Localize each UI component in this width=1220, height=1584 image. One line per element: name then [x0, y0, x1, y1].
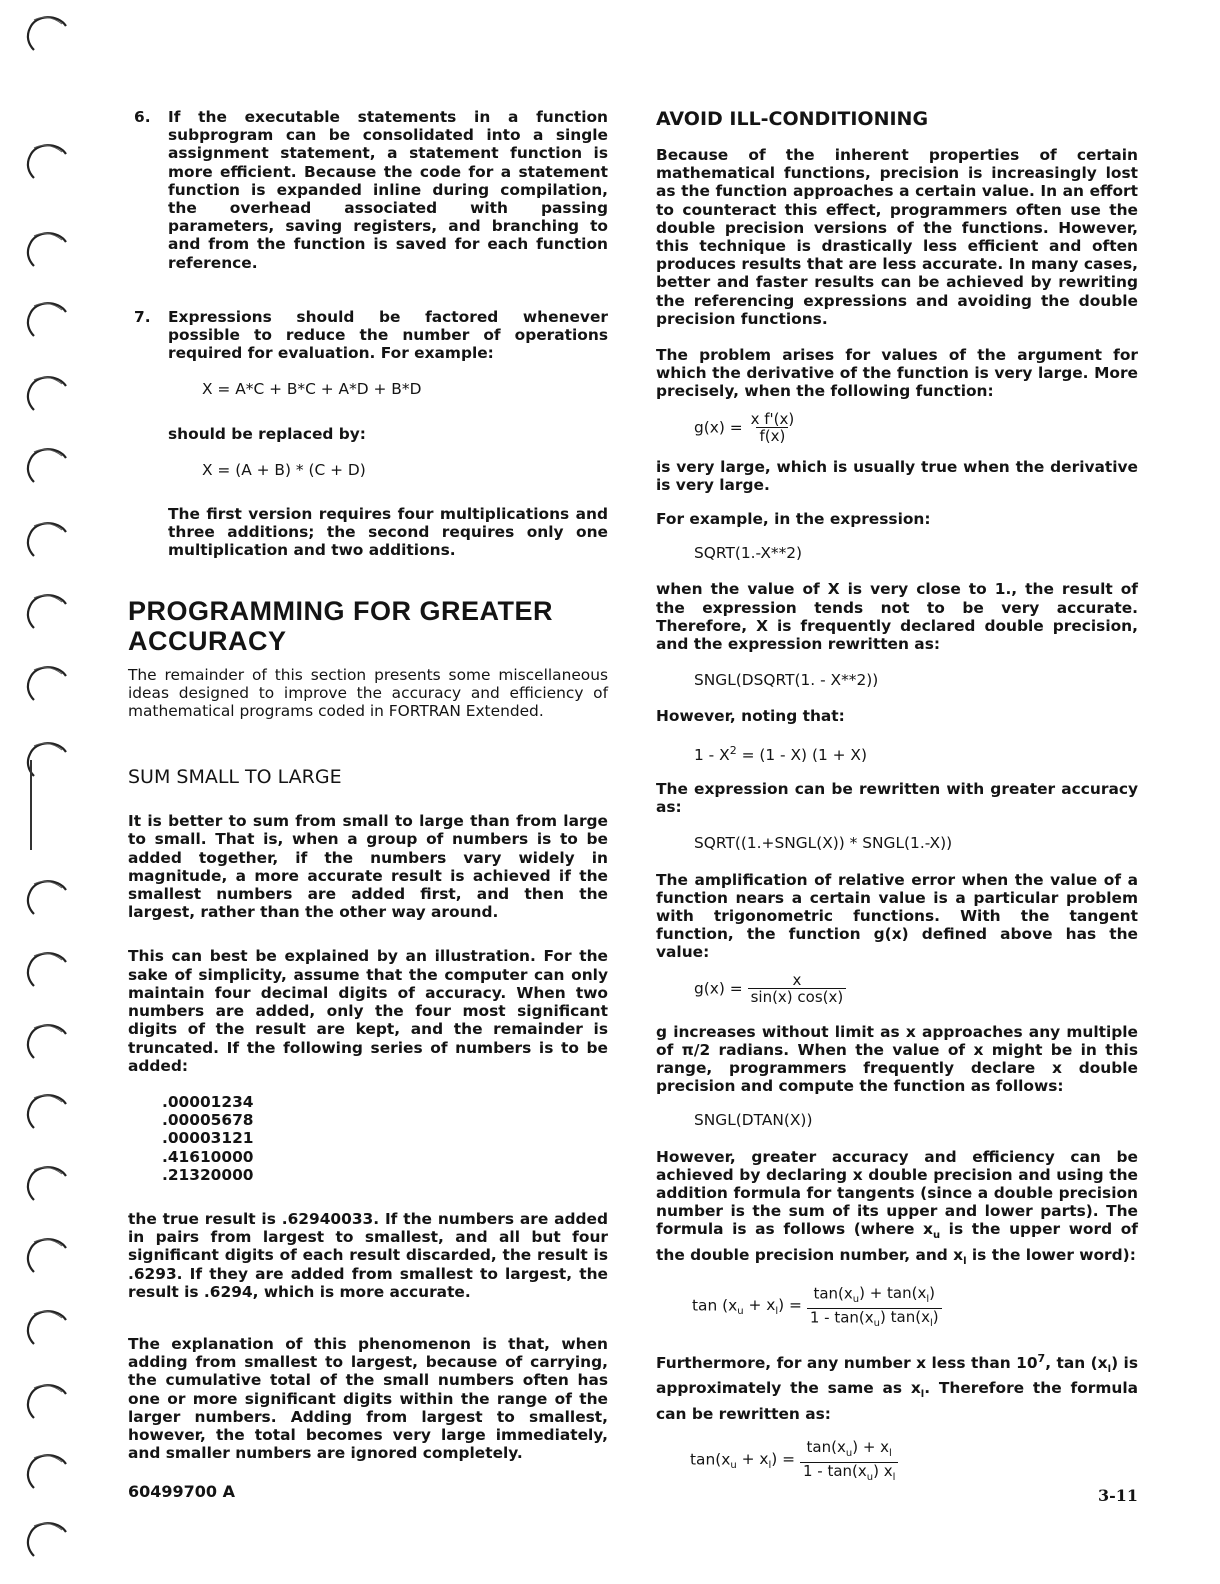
equation-lhs: $\tan(x_u + x_l)$ = — [690, 1449, 796, 1471]
subscript: u — [932, 1230, 941, 1242]
code-dtan: SNGL(DTAN(X)) — [694, 1111, 813, 1130]
number-series — [162, 1093, 608, 1184]
numerator: $\tan(x_u) + \tan(x_l)$ — [813, 1284, 935, 1306]
left-column — [128, 108, 608, 1462]
subheading-avoid-ill-conditioning: AVOID ILL-CONDITIONING — [656, 108, 929, 130]
list-number: 6. — [134, 108, 151, 126]
list-item-7 — [128, 308, 608, 560]
code-example-2: X = (A + B) * (C + D) — [202, 460, 366, 479]
paragraph: The expression can be rewritten with greater accuracy as: — [656, 780, 1138, 817]
text-run: is the upper word of the double precision number, and x — [656, 1220, 1138, 1264]
list-text: Expressions should be factored whenever possible to reduce the number of operations required for evaluation. For example: — [168, 307, 608, 363]
text-run: , tan (x — [1045, 1354, 1108, 1373]
numerator: x — [792, 970, 802, 989]
paragraph: For example, in the expression: — [656, 510, 931, 529]
binder-hole — [22, 1162, 68, 1202]
paragraph: However, noting that: — [656, 707, 845, 726]
binder-hole — [22, 1234, 68, 1274]
fraction — [748, 411, 798, 444]
exponent: 7 — [1037, 1352, 1046, 1366]
binder-hole — [22, 662, 68, 702]
exponent: 2 — [729, 743, 737, 757]
comparison-note: The first version requires four multiplications and three additions; the second requires only one multiplication and two additions. — [168, 505, 608, 560]
paragraph: It is better to sum from small to large than from large to small. That is, when a group of numbers is to be added together, if the numbers vary widely in magnitude, a more accurate result is achieved if the smallest numbers are added first, and then the largest, rather than the other way around. — [128, 812, 608, 922]
paragraph: when the value of X is very close to 1., the result of the expression tends not to be very accurate. Therefore, X is frequently declared double precision, and the expression rewritten as: — [656, 580, 1138, 654]
paragraph: The amplification of relative error when the value of a function nears a certain value is a particular problem with trigonometric functions. With the tangent function, the function g(x) defined above has the value: — [656, 870, 1138, 962]
list-text: If the executable statements in a function subprogram can be consolidated into a single assignment statement, a statement function is more efficient. Because the code for a statement function is expanded inline during compilation, the overhead associated with passing parameters, saving registers, and branching to and from the function is saved for each function reference. — [168, 108, 608, 272]
list-item-6 — [128, 108, 608, 272]
identity-equation — [694, 742, 1138, 764]
series-value: .41610000 — [162, 1147, 254, 1166]
text-run: However, greater accuracy and efficiency can be achieved by declaring x double precision and using the addition formula for tangents (since a double precision number is the sum of its upper and lower parts). The formula is as follows (where x — [656, 1147, 1138, 1239]
document-number: 60499700 A — [128, 1482, 236, 1501]
text-run: . Therefore the formula can be rewritten as: — [656, 1379, 1138, 1423]
binder-hole — [22, 1450, 68, 1490]
paragraph: the true result is .62940033. If the numbers are added in pairs from largest to smallest, and all but four significant digits of each result discarded, the result is .6293. If they are added from smallest to largest, the result is .6294, which is more accurate. — [128, 1209, 608, 1301]
denominator: $1 - \tan(x_u)$ $x_l$ — [800, 1462, 898, 1486]
binder-hole — [22, 444, 68, 484]
binder-hole — [22, 1090, 68, 1130]
list-number: 7. — [134, 307, 151, 326]
heading-line-1: PROGRAMMING FOR GREATER — [128, 595, 553, 626]
replacement-label: should be replaced by: — [168, 424, 366, 443]
fraction — [807, 1285, 942, 1332]
paragraph: The problem arises for values of the argument for which the derivative of the function is very large. More precisely, when the following function: — [656, 346, 1138, 401]
code-sqrt-sngl: SQRT((1.+SNGL(X)) * SNGL(1.-X)) — [694, 834, 953, 853]
equation-g-tangent — [694, 972, 1138, 1005]
binder-hole — [22, 1380, 68, 1420]
equation-lhs: $\tan (x_u + x_l)$ = — [692, 1295, 802, 1317]
series-value: .00003121 — [162, 1129, 254, 1148]
binder-hole — [22, 1518, 68, 1558]
subheading-sum-small-to-large: SUM SMALL TO LARGE — [128, 766, 342, 789]
binder-hole — [22, 876, 68, 916]
section-heading — [128, 596, 608, 656]
binder-hole — [22, 948, 68, 988]
binder-hole — [22, 298, 68, 338]
binder-hole — [22, 12, 68, 52]
series-value: .00005678 — [162, 1111, 254, 1130]
equation-tan-approx — [690, 1439, 1138, 1486]
paragraph: Because of the inherent properties of certain mathematical functions, precision is increasingly lost as the function approaches a certain value. In an effort to counteract this effect, programmers often use the double precision versions of the functions. However, this technique is drastically less efficient and often produces results that are less accurate. In many cases, better and faster results can be achieved by rewriting the referencing expressions and avoiding the double precision functions. — [656, 146, 1138, 328]
paragraph: Furthermore, for any number x less than $10^7$, $\tan (x_l)$ is approximately the same as $x_l$. Therefore the formula can be rewritten as: — [656, 1352, 1138, 1423]
heading-line-2: ACCURACY — [128, 625, 287, 656]
binder-hole — [22, 738, 68, 778]
denominator: sin(x) cos(x) — [748, 988, 847, 1005]
paragraph: The explanation of this phenomenon is that, when adding from smallest to largest, because of carrying, the cumulative total of the small numbers often has one or more significant digits within the range of the larger numbers. Adding from largest to smallest, however, the total becomes very large immediately, and smaller numbers are ignored completely. — [128, 1334, 608, 1463]
section-intro: The remainder of this section presents some miscellaneous ideas designed to improve the accuracy and efficiency of mathematical programs coded in FORTRAN Extended. — [128, 665, 608, 721]
page-number: 3-11 — [1098, 1486, 1139, 1505]
subscript: l — [963, 1255, 967, 1267]
code-example-1: X = A*C + B*C + A*D + B*D — [202, 380, 422, 399]
identity-right: = (1 - X) (1 + X) — [736, 745, 867, 764]
binder-hole — [22, 518, 68, 558]
equation-lhs: g(x) = — [694, 418, 743, 437]
binder-hole — [22, 372, 68, 412]
denominator: $1 - \tan(x_u)$ $\tan(x_l)$ — [807, 1308, 942, 1332]
fraction — [748, 972, 847, 1005]
binder-hole — [22, 1306, 68, 1346]
binder-hole — [22, 140, 68, 180]
code-sqrt: SQRT(1.-X**2) — [694, 544, 803, 563]
equation-tan-addition — [692, 1285, 1138, 1332]
numerator: x f'(x) — [750, 409, 795, 428]
text-run: is the lower word): — [966, 1245, 1136, 1264]
text-run: ) is approximately the same as x — [656, 1354, 1138, 1398]
binder-hole — [22, 590, 68, 630]
right-column — [656, 108, 1138, 1486]
denominator: f(x) — [756, 427, 788, 444]
paragraph: g increases without limit as x approaches any multiple of π/2 radians. When the value of x might be in this range, programmers frequently declare x double precision and compute the function as follows: — [656, 1022, 1138, 1096]
numerator: $\tan(x_u) + x_l$ — [806, 1437, 892, 1459]
binder-bracket — [30, 760, 42, 850]
paragraph: This can best be explained by an illustration. For the sake of simplicity, assume that the computer can only maintain four decimal digits of accuracy. When two numbers are added, only the four most significant digits of the result are kept, and the remainder is truncated. If the following series of numbers is to be added: — [128, 947, 608, 1075]
paragraph — [656, 1148, 1138, 1271]
binder-hole — [22, 1020, 68, 1060]
text-run: Furthermore, for any number x less than 10 — [656, 1354, 1038, 1373]
series-value: .00001234 — [162, 1092, 254, 1111]
code-sngl-dsqrt: SNGL(DSQRT(1. - X**2)) — [694, 671, 879, 690]
paragraph: is very large, which is usually true when the derivative is very large. — [656, 457, 1138, 494]
series-value: .21320000 — [162, 1165, 254, 1184]
binder-hole — [22, 228, 68, 268]
equation-lhs: g(x) = — [694, 979, 743, 998]
identity-left: 1 - X — [694, 745, 730, 764]
fraction — [800, 1439, 898, 1486]
equation-g-derivative — [694, 411, 1138, 444]
